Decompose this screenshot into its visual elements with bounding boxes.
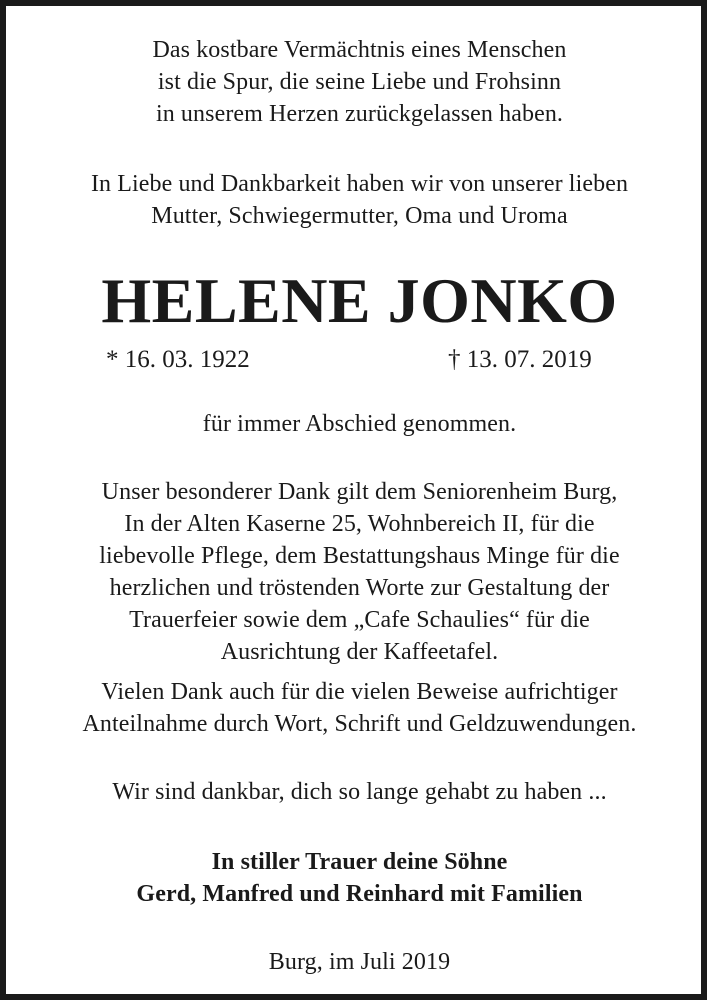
poem-line-2: ist die Spur, die seine Liebe und Frohsinn [157,69,562,95]
death-date: † 13. 07. 2019 [448,346,592,373]
deceased-name: HELENE JONKO [101,265,618,336]
thanks-line-3: liebevolle Pflege, dem Bestattungshaus Minge für die [99,543,620,569]
mourners-line-1: In stiller Trauer deine Söhne [211,849,508,875]
poem-line-1: Das kostbare Vermächtnis eines Menschen [152,37,567,63]
intro-line-2: Mutter, Schwiegermutter, Oma und Uroma [151,203,568,229]
intro-line-1: In Liebe und Dankbarkeit haben wir von unserer lieben [90,171,629,197]
thanks-line-7: Vielen Dank auch für die vielen Beweise aufrichtiger [101,679,618,705]
farewell-line: für immer Abschied genommen. [202,411,517,437]
thanks-line-4: herzlichen und tröstenden Worte zur Gestaltung der [109,575,610,601]
birth-date: * 16. 03. 1922 [106,346,250,373]
closing-line: Wir sind dankbar, dich so lange gehabt zu haben ... [112,779,607,805]
thanks-line-5: Trauerfeier sowie dem „Cafe Schaulies“ für die [129,607,590,633]
place-date: Burg, im Juli 2019 [268,949,451,975]
thanks-line-1: Unser besonderer Dank gilt dem Seniorenheim Burg, [101,479,618,505]
thanks-line-2: In der Alten Kaserne 25, Wohnbereich II, für die [124,511,595,537]
poem-line-3: in unserem Herzen zurückgelassen haben. [155,101,564,127]
thanks-line-8: Anteilnahme durch Wort, Schrift und Geldzuwendungen. [82,711,637,737]
thanks-line-6: Ausrichtung der Kaffeetafel. [220,639,499,665]
mourners-line-2: Gerd, Manfred und Reinhard mit Familien [136,881,583,907]
